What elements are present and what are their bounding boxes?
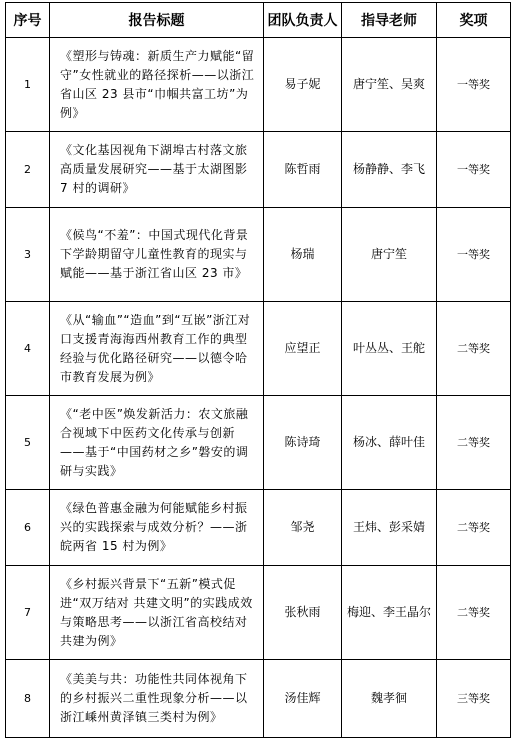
row-advisor: 唐宁笙、吴爽: [342, 38, 437, 132]
row-advisor: 杨冰、薛叶佳: [342, 396, 437, 490]
row-advisor: 梅迎、李王晶尔: [342, 566, 437, 660]
table-row: [6, 38, 511, 132]
header-award: 奖项: [437, 3, 511, 38]
table-row: [6, 208, 511, 302]
row-title: 《乡村振兴背景下“五新”模式促进“双万结对 共建文明”的实践成效与策略思考——以浙江省高校结对共建为例》: [50, 566, 264, 660]
table-row: [6, 566, 511, 660]
row-title: 《美美与共：功能性共同体视角下的乡村振兴二重性现象分析——以浙江嵊州黄泽镇三类村为例》: [50, 660, 264, 738]
row-award: 三等奖: [437, 660, 511, 738]
row-index: 3: [6, 208, 50, 302]
row-title: 《“老中医”焕发新活力：农文旅融合视域下中医药文化传承与创新——基于“中国药材之乡”磐安的调研与实践》: [50, 396, 264, 490]
row-advisor: 叶丛丛、王舵: [342, 302, 437, 396]
row-advisor: 王炜、彭采婧: [342, 490, 437, 566]
row-leader: 张秋雨: [264, 566, 342, 660]
table-row: [6, 302, 511, 396]
row-index: 7: [6, 566, 50, 660]
header-leader: 团队负责人: [264, 3, 342, 38]
row-index: 5: [6, 396, 50, 490]
row-leader: 汤佳辉: [264, 660, 342, 738]
row-leader: 陈哲雨: [264, 132, 342, 208]
awards-table: [5, 2, 511, 738]
row-index: 1: [6, 38, 50, 132]
header-row: [6, 3, 511, 38]
row-award: 二等奖: [437, 566, 511, 660]
row-index: 6: [6, 490, 50, 566]
row-title: 《从“输血”“造血”到“互嵌”浙江对口支援青海海西州教育工作的典型经验与优化路径研究——以德令哈市教育发展为例》: [50, 302, 264, 396]
row-award: 一等奖: [437, 132, 511, 208]
table-row: [6, 660, 511, 738]
table-row: [6, 132, 511, 208]
row-title: 《绿色普惠金融为何能赋能乡村振兴的实践探索与成效分析？——浙皖两省 15 村为例》: [50, 490, 264, 566]
row-advisor: 唐宁笙: [342, 208, 437, 302]
row-leader: 陈诗琦: [264, 396, 342, 490]
row-award: 二等奖: [437, 302, 511, 396]
row-award: 一等奖: [437, 208, 511, 302]
header-advisor: 指导老师: [342, 3, 437, 38]
row-index: 2: [6, 132, 50, 208]
row-advisor: 魏孝徊: [342, 660, 437, 738]
row-title: 《文化基因视角下湖埠古村落文旅高质量发展研究——基于太湖图影 7 村的调研》: [50, 132, 264, 208]
row-title: 《塑形与铸魂：新质生产力赋能“留守”女性就业的路径探析——以浙江省山区 23 县市“巾帼共富工坊”为例》: [50, 38, 264, 132]
row-leader: 应望正: [264, 302, 342, 396]
table-row: [6, 396, 511, 490]
row-award: 一等奖: [437, 38, 511, 132]
row-leader: 邹尧: [264, 490, 342, 566]
row-award: 二等奖: [437, 490, 511, 566]
header-title: 报告标题: [50, 3, 264, 38]
table-row: [6, 490, 511, 566]
row-award: 二等奖: [437, 396, 511, 490]
row-title: 《候鸟“不羞”：中国式现代化背景下学龄期留守儿童性教育的现实与赋能——基于浙江省山区 23 市》: [50, 208, 264, 302]
row-advisor: 杨静静、李飞: [342, 132, 437, 208]
row-index: 4: [6, 302, 50, 396]
header-index: 序号: [6, 3, 50, 38]
row-index: 8: [6, 660, 50, 738]
row-leader: 易子妮: [264, 38, 342, 132]
row-leader: 杨瑞: [264, 208, 342, 302]
